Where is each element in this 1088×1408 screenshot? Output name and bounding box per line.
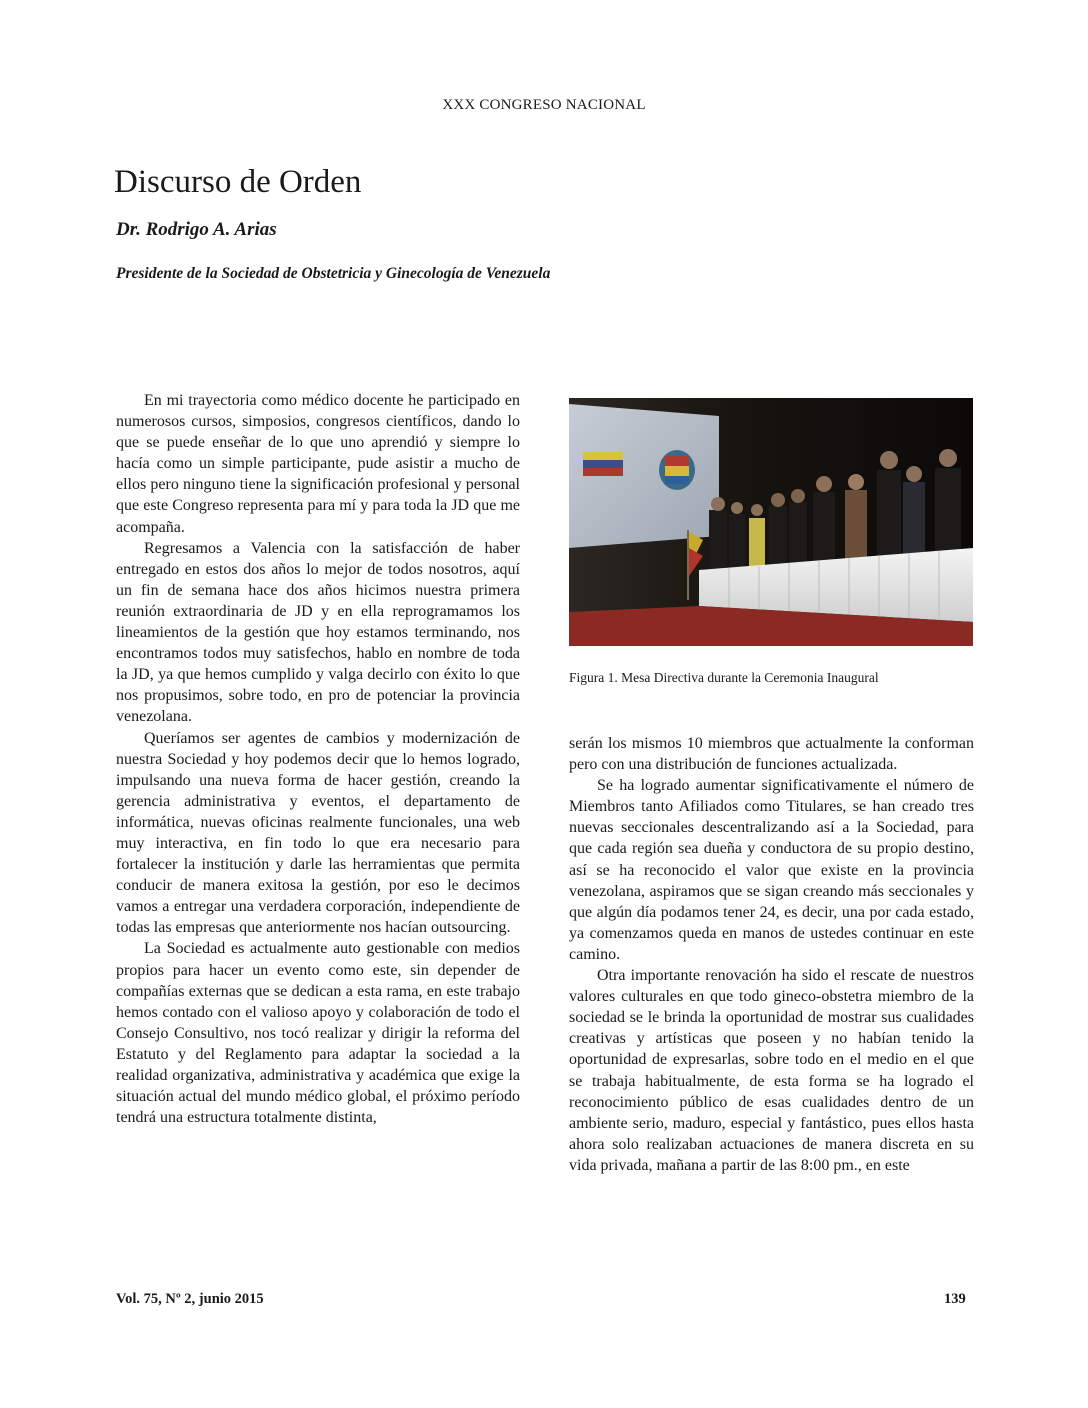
body-paragraph: Se ha logrado aumentar significativamente el número de Miembros tanto Afiliados como Titulares, se han creado tres nuevas seccionales descentralizando así a la Sociedad, para que cada región sea dueña y conductora de su propio destino, así se ha reconocido el valor que existe en la provincia venezolana, aspiramos que se sigan creando más seccionales y que algún día podamos tener 24, es decir, una por cada estado, ya comenzamos queda en manos de ustedes continuar en este camino. — [569, 777, 974, 963]
left-column — [116, 390, 520, 1128]
figure-caption: Figura 1. Mesa Directiva durante la Ceremonia Inaugural — [569, 670, 879, 685]
figure-photo — [569, 398, 973, 646]
page-number: 139 — [944, 1291, 966, 1307]
continuation-paragraph: serán los mismos 10 miembros que actualmente la conforman pero con una distribución de funciones actualizada. — [569, 735, 974, 774]
body-paragraph: En mi trayectoria como médico docente he participado en numerosos cursos, simposios, congresos científicos, dando lo que se puede enseñar de lo que uno aprendió y siempre lo hacía como un simple participante, pude asistir a mucho de ellos pero ninguno tiene la significación profesional y personal que este Congreso representa para mí y para toda la JD que me acompaña. — [116, 392, 520, 536]
author-affiliation: Presidente de la Sociedad de Obstetricia y Ginecología de Venezuela — [116, 265, 551, 282]
body-paragraph: Queríamos ser agentes de cambios y modernización de nuestra Sociedad y hoy podemos decir que lo hemos logrado, impulsando una nueva forma de hacer gestión, creando la gerencia administrativa y eventos, el departamento de informática, nuevas oficinas realmente funcionales, una web muy interactiva, en fin todo lo que era necesario para fortalecer la institución y darle las herramientas que permita conducir de manera exitosa la gestión, por eso le decimos vamos a entregar una verdadera corporación, independiente de todas las empresas que anteriormente nos hacían outsourcing. — [116, 729, 520, 937]
article-title: Discurso de Orden — [114, 164, 362, 200]
right-column — [569, 733, 974, 1176]
footer-volume: Vol. 75, Nº 2, junio 2015 — [116, 1291, 264, 1307]
ceremony-photo-image — [569, 398, 973, 646]
article-author: Dr. Rodrigo A. Arias — [116, 219, 277, 240]
body-paragraph: Otra importante renovación ha sido el rescate de nuestros valores culturales en que todo gineco-obstetra miembro de la sociedad se le brinda la oportunidad de mostrar sus cualidades creativas y artísticas que poseen y no habían tenido la oportunidad de expresarlas, sobre todo en el medio en el que se trabaja habitualmente, de esta forma se ha logrado el reconocimiento público de esas cualidades dentro de un ambiente serio, maduro, especial y fantástico, pues ellos hasta ahora solo realizaban actuaciones de manera discreta en su vida privada, mañana a partir de las 8:00 pm., en este — [569, 967, 974, 1174]
body-paragraph: Regresamos a Valencia con la satisfacción de haber entregado en estos dos años lo mejor de todos nosotros, aquí un fin de semana hace dos años hicimos nuestra primera reunión extraordinaria de JD y en ella reprogramamos los lineamientos de la gestión que hoy estamos terminando, nos encontramos todos muy satisfechos, hablo en nombre de toda la JD, ya que hemos cumplido y valga decirlo con éxito lo que nos propusimos, sobre todo, en pro de potenciar la provincia venezolana. — [116, 539, 520, 726]
running-head: XXX CONGRESO NACIONAL — [442, 97, 646, 113]
body-paragraph: La Sociedad es actualmente auto gestionable con medios propios para hacer un evento como este, sin depender de compañías externas que se dedican a esta rama, en este trabajo hemos contado con el valioso apoyo y colaboración de todo el Consejo Consultivo, nos tocó realizar y dirigir la reforma del Estatuto y del Reglamento para adaptar la sociedad a la realidad organizativa, administrativa y académica que exige la situación actual del mundo médico global, el próximo período tendrá una estructura totalmente distinta, — [116, 940, 520, 1127]
